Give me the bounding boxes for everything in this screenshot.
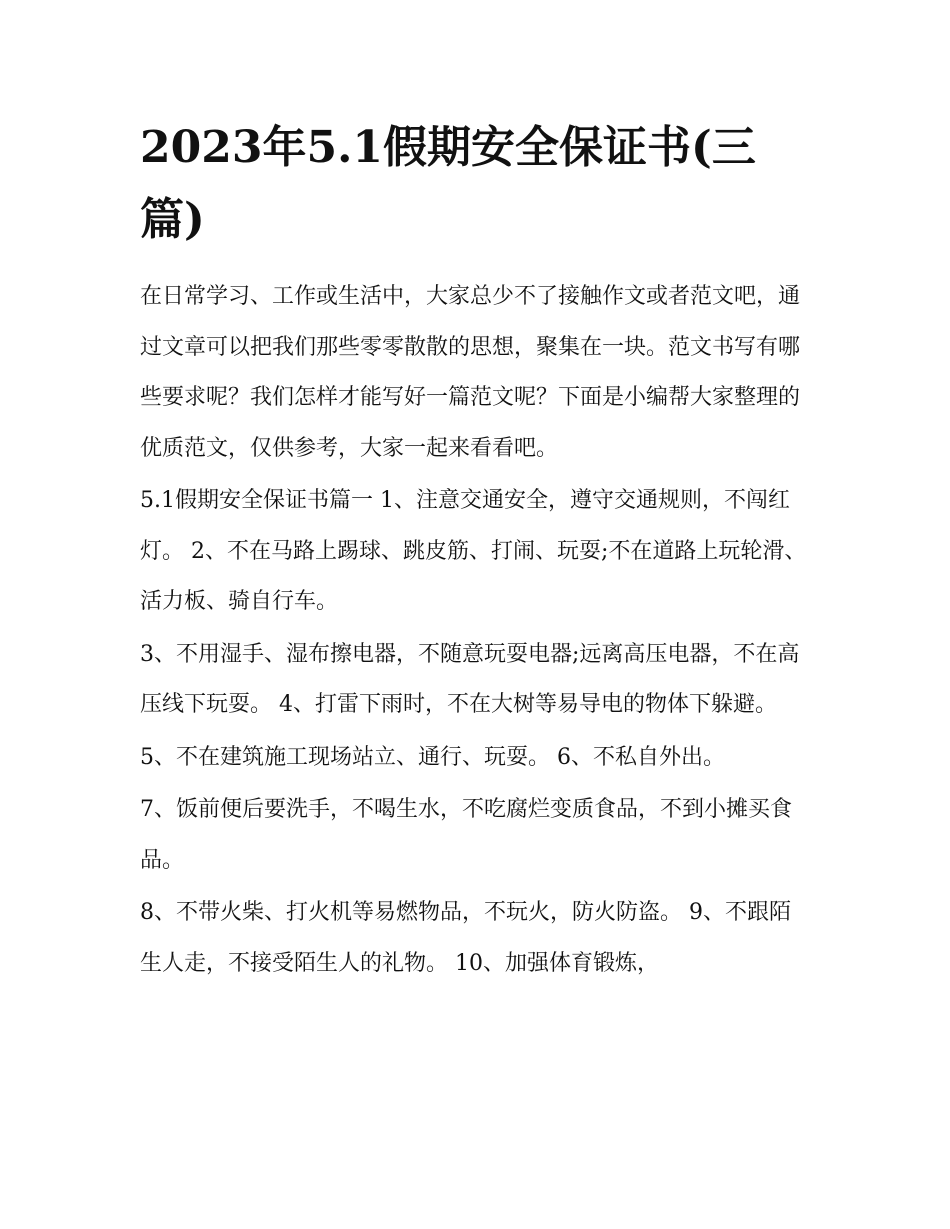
body-paragraph: 5、不在建筑施工现场站立、通行、玩耍。 6、不私自外出。 [140,744,725,770]
page-title: 2023年5.1假期安全保证书(三篇) [140,122,756,245]
intro-paragraph: 在日常学习、工作或生活中，大家总少不了接触作文或者范文吧，通过文章可以把我们那些零零散散的思想，聚集在一块。范文书写有哪些要求呢？我们怎样才能写好一篇范文呢？下面是小编帮大家整理的优质范文，仅供参考，大家一起来看看吧。 [140,284,801,461]
body-paragraph: 8、不带火柴、打火机等易燃物品，不玩火，防火防盗。 9、不跟陌生人走，不接受陌生人的礼物。 10、加强体育锻炼， [140,900,791,976]
body-paragraph: 5.1假期安全保证书篇一 1、注意交通安全，遵守交通规则，不闯红灯。 2、不在马路上踢球、跳皮筋、打闹、玩耍;不在道路上玩轮滑、活力板、骑自行车。 [140,488,807,614]
document-body [140,112,812,991]
body-paragraph: 3、不用湿手、湿布擦电器，不随意玩耍电器;远离高压电器，不在高压线下玩耍。 4、打雷下雨时，不在大树等易导电的物体下躲避。 [140,641,800,717]
body-paragraph: 7、饭前便后要洗手，不喝生水，不吃腐烂变质食品，不到小摊买食品。 [140,797,792,873]
